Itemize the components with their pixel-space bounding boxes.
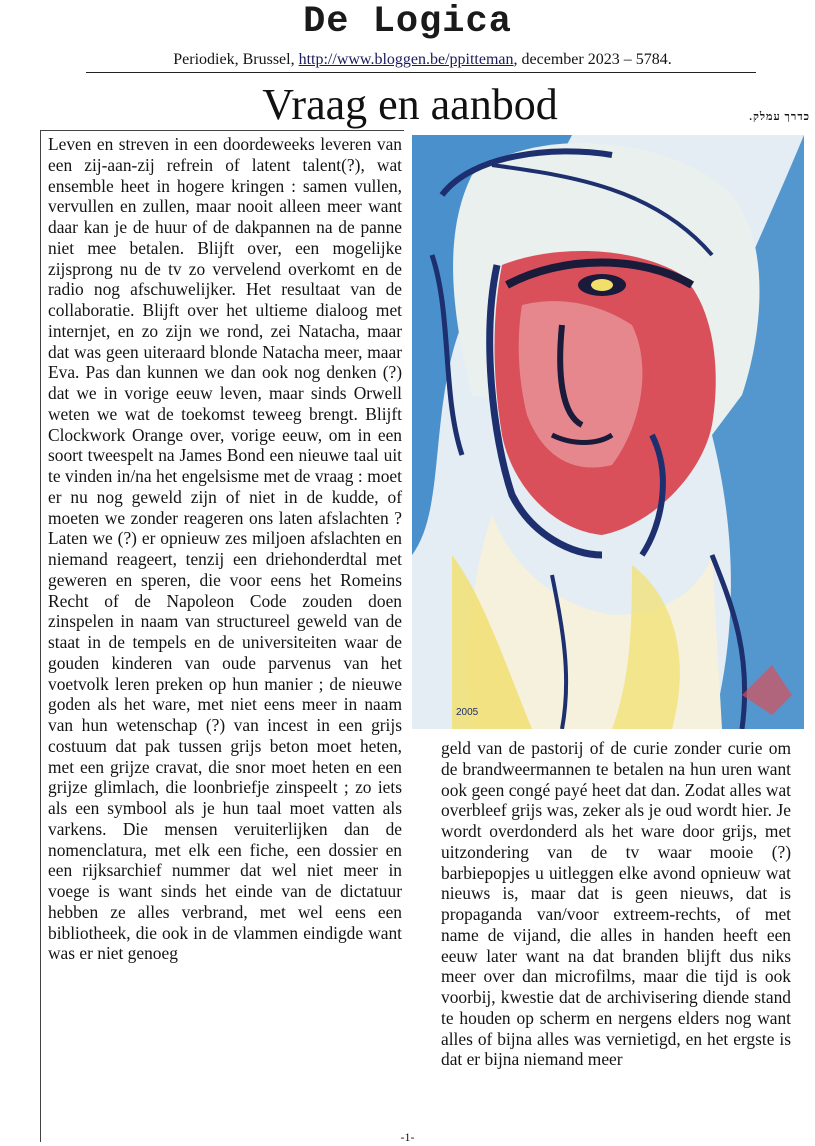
portrait-drawing <box>412 135 804 729</box>
masthead-title: De Logica <box>303 1 512 43</box>
masthead-subline <box>0 51 815 69</box>
hebrew-tag: כדרך עמלק. <box>749 111 810 123</box>
masthead-prefix: Periodiek, Brussel, <box>173 51 299 68</box>
article-headline: Vraag en aanbod <box>262 80 558 129</box>
blog-link[interactable]: http://www.bloggen.be/ppitteman <box>298 51 514 68</box>
masthead-divider <box>86 72 756 73</box>
masthead-suffix: , december 2023 – 5784. <box>513 51 672 68</box>
portrait-artwork <box>412 135 804 729</box>
article-column-right: geld van de pastorij of de curie zonder curie om de brandweermannen te betalen na hun uren want ook geen congé payé heet dat dan. Zodat alles wat overbleef grijs was, zeker als je oud wordt hier. Je wordt overdonderd als het ware door grijs, met uitzondering van de tv waar mooie (?) barbiepopjes u uitleggen elke avond opnieuw wat nieuws is, maar dat is geen nieuws, dat is propaganda van/voor extreem-rechts, of met name de vijand, die alles in handen heeft een eeuw later want na dat branden blijft dus niks meer over dan microfilms, maar die tijd is ook voorbij, kwestie dat de archivisering diende stand te houden op scherm en nergens elders nog want alles of bijna alles was vernietigd, en het ergste is dat er bijna niemand meer <box>441 738 791 1070</box>
page-number: -1- <box>400 1130 415 1144</box>
artwork-signature: 2005 <box>456 707 479 718</box>
article-column-left: Leven en streven in een doordeweeks leveren van een zij-aan-zij refrein of latent talent(?), wat ensemble heet in hogere kringen : samen vullen, vervullen en zullen, maar nooit alleen meer want daar kan je de huur of de dakpannen na de panne niet mee betalen. Blijft over, een mogelijke zijsprong nu de tv zo vervelend overkomt en de radio nog afschuwelijker. Het resultaat van de collaboratie. Blijft over het ultieme dialoog met internjet, en zo zijn we rond, zei Natacha, maar dat was geen uiteraard blonde Natacha meer, maar Eva. Pas dan kunnen we dan ook nog denken (?) dat we in vorige eeuw leven, maar sinds Orwell weten we wat de toekomst teweeg brengt. Blijft Clockwork Orange over, vorige eeuw, om in een soort tweespelt na James Bond een nieuwe taal uit te vinden in/na het engelsisme met de vraag : moet er nu nog geweld zijn of niet in de kudde, of moeten we zonder reageren ons laten afslachten ? Laten we (?) er opnieuw zes miljoen afslachten en niemand reageert, tenzij een driehonderdtal met geweren en speren, die voor eens het Romeins Recht of de Napoleon Code zouden doen zinspelen in naam van structureel geweld van de staat in de tempels en de universiteiten waar de gouden kinderen van oude parvenus van het voetvolk leren preken op hun manier ; de nieuwe goden als het ware, met niet eens meer in naam van hun wetenschap (?) van incest in een grijs costuum dat pak tussen grijs beton moet heten, met een grijze cravat, die snor moet heten en een grijze glimlach, die loonbriefje zinspeelt ; zo iets als een symbool als je hun taal moet vatten als varkens. Die mensen veruiterlijken dan de nomenclatura, met elk een fiche, een dossier en een rijksarchief nummer dat wel niet meer in voege is want sinds het einde van de dictatuur hebben ze alles verbrand, met wel eens een bibliotheek, die ook in de vlammen eindigde want was er niet genoeg <box>40 130 404 1142</box>
